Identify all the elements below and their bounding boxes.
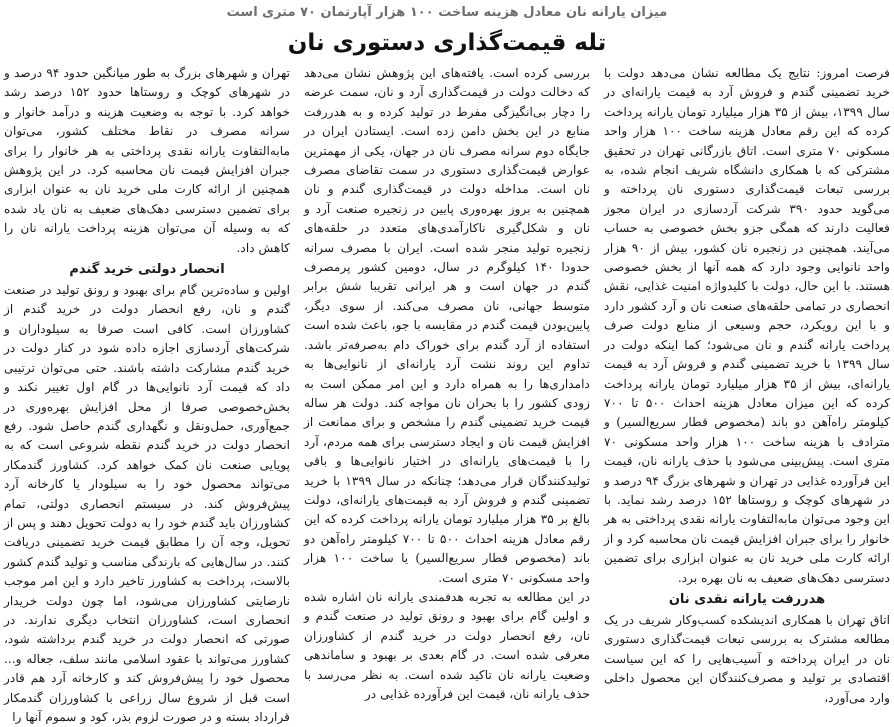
article-body [4, 64, 891, 724]
article-paragraph: اتاق تهران با همکاری اندیشکده کسب‌وکار شریف در یک مطالعه مشترک به بررسی تبعات قیمت‌گذاری دستوری نان در ایران پرداخته و آسیب‌هایی را که این سیاست اقتصادی بر تولید و مصرف‌کنندگان این محصول داخلی وارد می‌آورد، [604, 612, 890, 705]
article-paragraph: اولین و ساده‌ترین گام برای بهبود و رونق تولید در صنعت گندم و نان، رفع انحصار دولت در خرید گندم از کشاورزان است. کافی است صرفا به سیلوداران و شرکت‌های آردسازی اجازه داده شود در کنار دولت در خرید گندم مشارکت داشته باشند. حتی می‌توان ترتیبی داد که قیمت آرد نانوایی‌ها در گام اول تغییر نکند و بخش‌خصوصی صرفا از محل افزایش بهره‌وری در جمع‌آوری، حمل‌ونقل و نگهداری گندم حاصل شود. رفع انحصار دولت در خرید گندم نقطه شروعی است که به پویایی صنعت نان کمک خواهد کرد. کشاورز گندمکار می‌تواند محصول خود را به سیلودار یا کارخانه آرد پیش‌فروش کند. در سیستم انحصاری دولتی، تمام کشاورزان باید گندم خود را به دولت تحویل دهند و پس از تحویل، وجه آن را مطابق قیمت خرید تضمینی دریافت کنند. در سال‌هایی که بارندگی مناسب و تولید گندم کشور بالاست، پرداخت به کشاورز تاخیر دارد و این امر موجب نارضایتی کشاورزان می‌شود، اما چون دولت خریدار انحصاری است، کشاورزان انتخاب دیگری ندارند. در صورتی که انحصار دولت در خرید گندم برداشته شود، کشاورز می‌تواند با عقود اسلامی مانند سلف، جعاله و... محصول خود را پیش‌فروش کند و کارخانه آرد هم قادر است قبل از شروع سال زراعی با کشاورزان گندمکار قرارداد بسته و در صورت لزوم بذر، کود و سموم آنها را [4, 283, 290, 724]
section-heading: انحصار دولتی خرید گندم [69, 262, 225, 278]
article-paragraph: تهران و شهرهای بزرگ به طور میانگین حدود ۹۴ درصد و در شهرهای کوچک و روستاها حدود ۱۵۲ درصد رشد خواهد کرد. با توجه به وضعیت هزینه و درآمد خانوار و سرانه مصرف در نقاط مختلف کشور، می‌توان مابه‌التفاوت یارانه نقدی پرداختی به هر خانوار را برای جبران افزایش قیمت نان محاسبه کرد. در این پژوهش همچنین از ارائه کارت ملی خرید نان به عنوان ابزاری برای تضمین دسترسی دهک‌های ضعیف به نان یاد شده که به وسیله آن می‌توان هزینه پرداخت یارانه نان را کاهش داد. [4, 66, 290, 255]
article-paragraph: در این مطالعه به تجربه هدفمندی یارانه نان اشاره شده و اولین گام برای بهبود و رونق تولید در صنعت گندم و نان، رفع انحصار دولت در خرید گندم از کشاورزان معرفی شده است. در گام بعدی بر بهبود و ساماندهی وضعیت یارانه نان تاکید شده است. به نظر می‌رسد با حذف یارانه نان، قیمت این فرآورده غذایی در [304, 589, 590, 701]
article-column-2 [304, 64, 590, 701]
article-paragraph: فرصت امروز: نتایج یک مطالعه نشان می‌دهد دولت با خرید تضمینی گندم و فروش آرد به قیمت یارانه‌ای در سال ۱۳۹۹، بیش از ۳۵ هزار میلیارد تومان یارانه پرداخت کرده که این رقم معادل هزینه ساخت ۱۰۰ هزار واحد مسکونی ۷۰ متری است. اتاق بازرگانی تهران در تحقیق مشترکی که با همکاری دانشگاه شریف انجام شده، به بررسی تبعات قیمت‌گذاری دستوری نان پرداخته و می‌گوید حدود ۳۹۰ شرکت آردسازی در ایران مجوز فعالیت دارند که همگی جزو بخش خصوصی به حساب می‌آیند. همچنین در زنجیره نان کشور، بیش از ۹۰ هزار واحد نانوایی وجود دارد که همه آنها از بخش خصوصی هستند. با این حال، دولت با کلیدواژه امنیت غذایی، نقش انحصاری در تمامی حلقه‌های صنعت نان و آرد کشور دارد و با این رویکرد، حجم وسیعی از منابع دولت صرف پرداخت یارانه گندم و نان می‌شود؛ کما اینکه دولت در سال ۱۳۹۹ با خرید تضمینی گندم و فروش آرد به قیمت یارانه‌ای، بیش از ۳۵ هزار میلیارد تومان یارانه پرداخت کرده که این میزان معادل هزینه احداث ۵۰۰ تا ۷۰۰ کیلومتر راه‌آهن دو باند (مخصوص قطار سریع‌السیر) و مترادف با هزینه ساخت ۱۰۰ هزار واحد مسکونی ۷۰ متری است. پیش‌بینی می‌شود با حذف یارانه نان، قیمت این فرآورده غذایی در تهران و شهرهای بزرگ ۹۴ درصد و در شهرهای کوچک و روستاها ۱۵۲ درصد رشد نماید. با این وجود می‌توان مابه‌التفاوت یارانه نقدی پرداختی به هر خانوار را برای جبران افزایش قیمت نان محاسبه کرد و از ارائه کارت ملی خرید نان به عنوان ابزاری برای تضمین دسترسی دهک‌های ضعیف به نان بهره برد. [603, 66, 891, 585]
article-column-1 [603, 64, 891, 705]
article-kicker: میزان یارانه نان معادل هزینه ساخت ۱۰۰ هزار آپارتمان ۷۰ متری است [226, 5, 668, 20]
article-column-3 [4, 64, 290, 724]
section-heading: هدررفت یارانه نقدی نان [668, 591, 826, 607]
article-paragraph: بررسی کرده است. یافته‌های این پژوهش نشان می‌دهد که دخالت دولت در قیمت‌گذاری آرد و نان، سمت عرضه را دچار بی‌انگیزگی مفرط در تولید کرده و به هدررفت منابع در این بخش دامن زده است. ایستادن ایران در جایگاه دوم سرانه مصرف نان در جهان، یکی از مهمترین عوارض قیمت‌گذاری دستوری در سمت تقاضای مصرف نان است. مداخله دولت در قیمت‌گذاری گندم و نان همچنین به بروز بهره‌وری پایین در زنجیره صنعت آرد و نان و شکل‌گیری ناکارآمدی‌های متعدد در حلقه‌های زنجیره تولید منجر شده است. ایران با مصرف سرانه حدودا ۱۴۰ کیلوگرم در سال، دومین کشور پرمصرف گندم در جهان است و هر ایرانی تقریبا شش برابر متوسط جهانی، نان مصرف می‌کند. از سوی دیگر، پایین‌بودن قیمت گندم در مقایسه با جو، باعث شده است استفاده از آرد گندم برای خوراک دام به‌صرفه‌تر باشد. تداوم این روند نشت آرد یارانه‌ای از نانوایی‌ها به دامداری‌ها را به همراه دارد و این امر ممکن است به زودی کشور را با بحران نان مواجه کند. دولت هر ساله قیمت خرید تضمینی گندم را مشخص و برای ممانعت از افزایش قیمت نان و ایجاد دسترسی برای همه مردم، آرد را با قیمت‌های یارانه‌ای در اختیار نانوایی‌ها و باقی تولیدکنندگان قرار می‌دهد؛ چنانکه در سال ۱۳۹۹ با خرید تضمینی گندم و فروش آرد به قیمت‌های یارانه‌ای، دولت بالغ بر ۳۵ هزار میلیارد تومان یارانه پرداخت کرده که این رقم معادل هزینه احداث ۵۰۰ تا ۷۰۰ کیلومتر راه‌آهن دو باند (مخصوص قطار سریع‌السیر) یا ساخت ۱۰۰ هزار واحد مسکونی ۷۰ متری است. [304, 66, 590, 585]
article-headline: تله قیمت‌گذاری دستوری نان [287, 30, 607, 56]
